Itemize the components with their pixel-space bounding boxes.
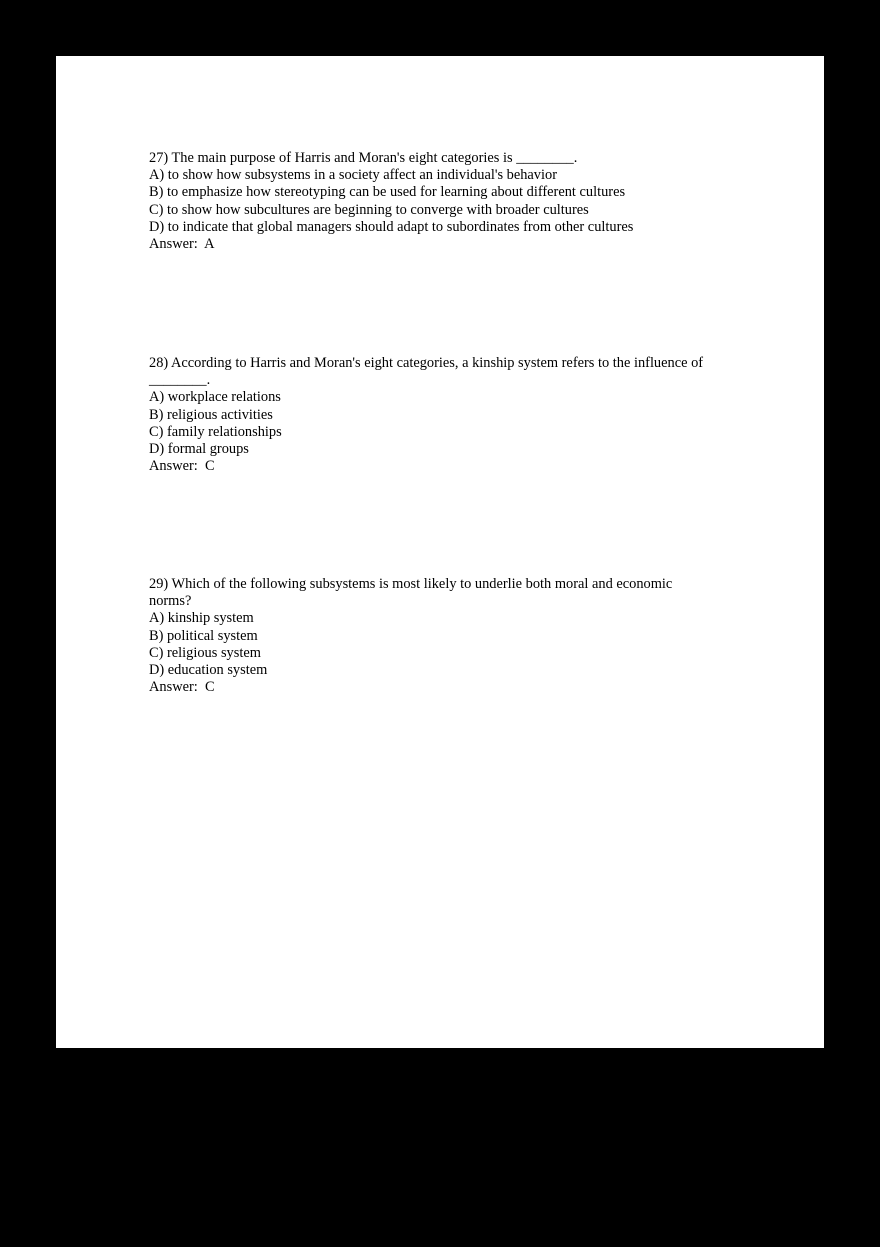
question-stem-line-1: 29) Which of the following subsystems is most likely to underlie both moral and economic xyxy=(149,576,673,592)
question-stem-line-2: norms? xyxy=(149,593,192,610)
option-d: D) formal groups xyxy=(149,441,249,458)
answer: Answer: A xyxy=(149,236,215,253)
option-b: B) religious activities xyxy=(149,406,273,423)
question-28 xyxy=(149,355,749,475)
question-stem-line-2: ________. xyxy=(149,372,211,389)
question-stem: 27) The main purpose of Harris and Moran's eight categories is ________. xyxy=(149,150,578,166)
answer: Answer: C xyxy=(149,458,215,475)
document-page xyxy=(56,56,824,1048)
question-29 xyxy=(149,576,749,696)
question-27 xyxy=(149,150,749,253)
option-a: A) to show how subsystems in a society affect an individual's behavior xyxy=(149,167,557,184)
option-c: C) family relationships xyxy=(149,423,282,440)
option-d: D) education system xyxy=(149,662,268,679)
option-c: C) religious system xyxy=(149,644,261,661)
option-a: A) workplace relations xyxy=(149,389,281,406)
option-a: A) kinship system xyxy=(149,610,254,627)
question-stem-line-1: 28) According to Harris and Moran's eight categories, a kinship system refers to the influence of xyxy=(149,355,704,371)
option-b: B) to emphasize how stereotyping can be used for learning about different cultures xyxy=(149,184,626,201)
option-d: D) to indicate that global managers should adapt to subordinates from other cultures xyxy=(149,218,634,235)
option-b: B) political system xyxy=(149,627,258,644)
answer: Answer: C xyxy=(149,679,215,696)
option-c: C) to show how subcultures are beginning to converge with broader cultures xyxy=(149,201,589,218)
